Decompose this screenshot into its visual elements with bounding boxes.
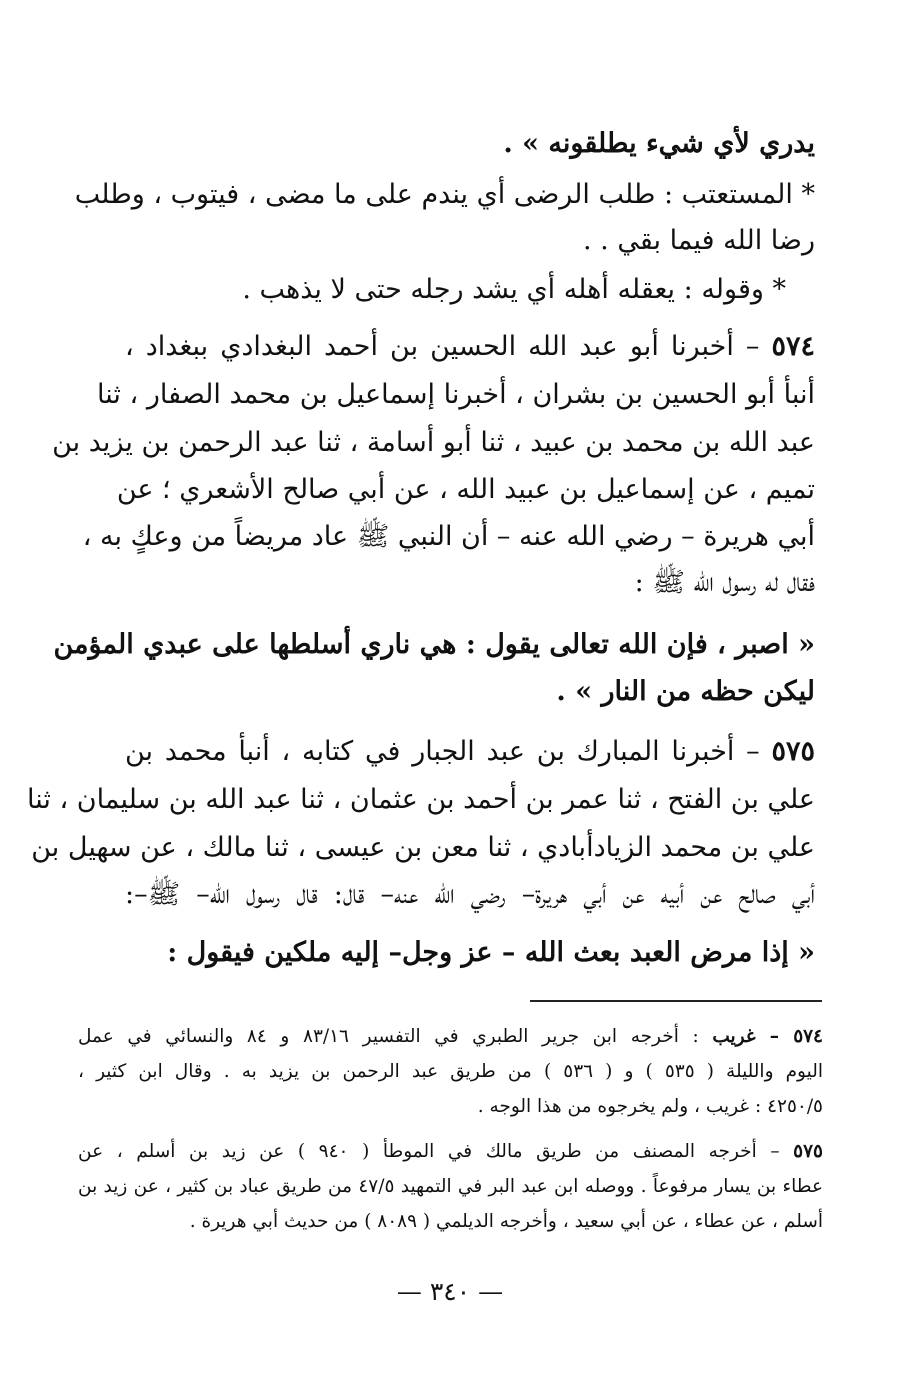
text-line-8: تميم ، عن إسماعيل بن عبيد الله ، عن أبي صالح الأشعري ؛ عن bbox=[116, 474, 815, 505]
hadith-575-first-line: – أخبرنا المبارك بن عبد الجبار في كتابه ، أنبأ محمد بن bbox=[125, 736, 760, 767]
footnote-575-line-3: أسلم ، عن عطاء ، عن أبي سعيد ، وأخرجه الديلمي ( ٨٠٨٩ ) من حديث أبي هريرة . bbox=[189, 1211, 823, 1232]
hadith-574-header bbox=[125, 327, 815, 367]
text-line-9: أبي هريرة – رضي الله عنه – أن النبي ﷺ عاد مريضاً من وعكٍ به ، bbox=[82, 521, 815, 552]
quote-575-line: « إذا مرض العبد بعث الله – عز وجل– إليه ملكين فيقول : bbox=[167, 937, 815, 968]
text-line-3: رضا الله فيما بقي . . bbox=[583, 225, 815, 256]
text-line-10: فقال له رسول الله ﷺ : bbox=[634, 567, 815, 598]
footnote-574-label: ٥٧٤ – غريب bbox=[712, 1026, 823, 1047]
footnote-575-label: ٥٧٥ bbox=[793, 1141, 823, 1162]
text-line-2: * المستعتب : طلب الرضى أي يندم على ما مضى ، فيتوب ، وطلب bbox=[74, 179, 815, 210]
footnote-575-text-1: – أخرجه المصنف من طريق مالك في الموطأ ( ٩٤٠ ) عن زيد بن أسلم ، عن bbox=[78, 1141, 780, 1162]
page-number: — ٣٤٠ — bbox=[396, 1277, 504, 1306]
text-line-16: أبي صالح عن أبيه عن أبي هريرة– رضي الله عنه– قال: قال رسول الله– ﷺ–: bbox=[125, 879, 815, 910]
hadith-574-number: ٥٧٤ bbox=[771, 331, 815, 362]
text-line-7: عبد الله بن محمد بن عبيد ، ثنا أبو أسامة ، ثنا عبد الرحمن بن يزيد بن bbox=[52, 427, 815, 458]
footnote-574-line-1 bbox=[78, 1022, 823, 1052]
footnote-574-line-2: اليوم والليلة ( ٥٣٥ ) و ( ٥٣٦ ) من طريق عبد الرحمن بن يزيد به . وقال ابن كثير ، bbox=[78, 1061, 823, 1082]
text-line-15: علي بن محمد الزيادأبادي ، ثنا معن بن عيسى ، ثنا مالك ، عن سهيل بن bbox=[31, 832, 815, 863]
text-line-14: علي بن الفتح ، ثنا عمر بن أحمد بن عثمان ، ثنا عبد الله بن سليمان ، ثنا bbox=[27, 784, 815, 815]
hadith-575-number: ٥٧٥ bbox=[771, 736, 815, 767]
hadith-574-first-line: – أخبرنا أبو عبد الله الحسين بن أحمد البغدادي ببغداد ، bbox=[125, 331, 760, 362]
footnote-574-text-1: : أخرجه ابن جرير الطبري في التفسير ٨٣/١٦ و ٨٤ والنسائي في عمل bbox=[78, 1026, 699, 1047]
quote-line-2: ليكن حظه من النار » . bbox=[556, 676, 815, 707]
footnote-divider bbox=[530, 1000, 822, 1002]
text-line-6: أنبأ أبو الحسين بن بشران ، أخبرنا إسماعيل بن محمد الصفار ، ثنا bbox=[97, 379, 815, 410]
quote-line-1: « اصبر ، فإن الله تعالى يقول : هي ناري أسلطها على عبدي المؤمن bbox=[53, 629, 815, 660]
hadith-575-header bbox=[125, 732, 815, 772]
footnote-575-line-1 bbox=[78, 1137, 823, 1167]
footnote-575-line-2: عطاء بن يسار مرفوعاً . ووصله ابن عبد البر في التمهيد ٤٧/٥ من طريق عباد بن كثير ، عن زيد بن bbox=[78, 1176, 824, 1197]
text-line-4: * وقوله : يعقله أهله أي يشد رجله حتى لا يذهب . bbox=[242, 274, 786, 305]
footnote-574-line-3: ٤٢٥٠/٥ : غريب ، ولم يخرجوه من هذا الوجه . bbox=[477, 1096, 823, 1117]
text-line-1: يدري لأي شيء يطلقونه » . bbox=[503, 128, 815, 159]
